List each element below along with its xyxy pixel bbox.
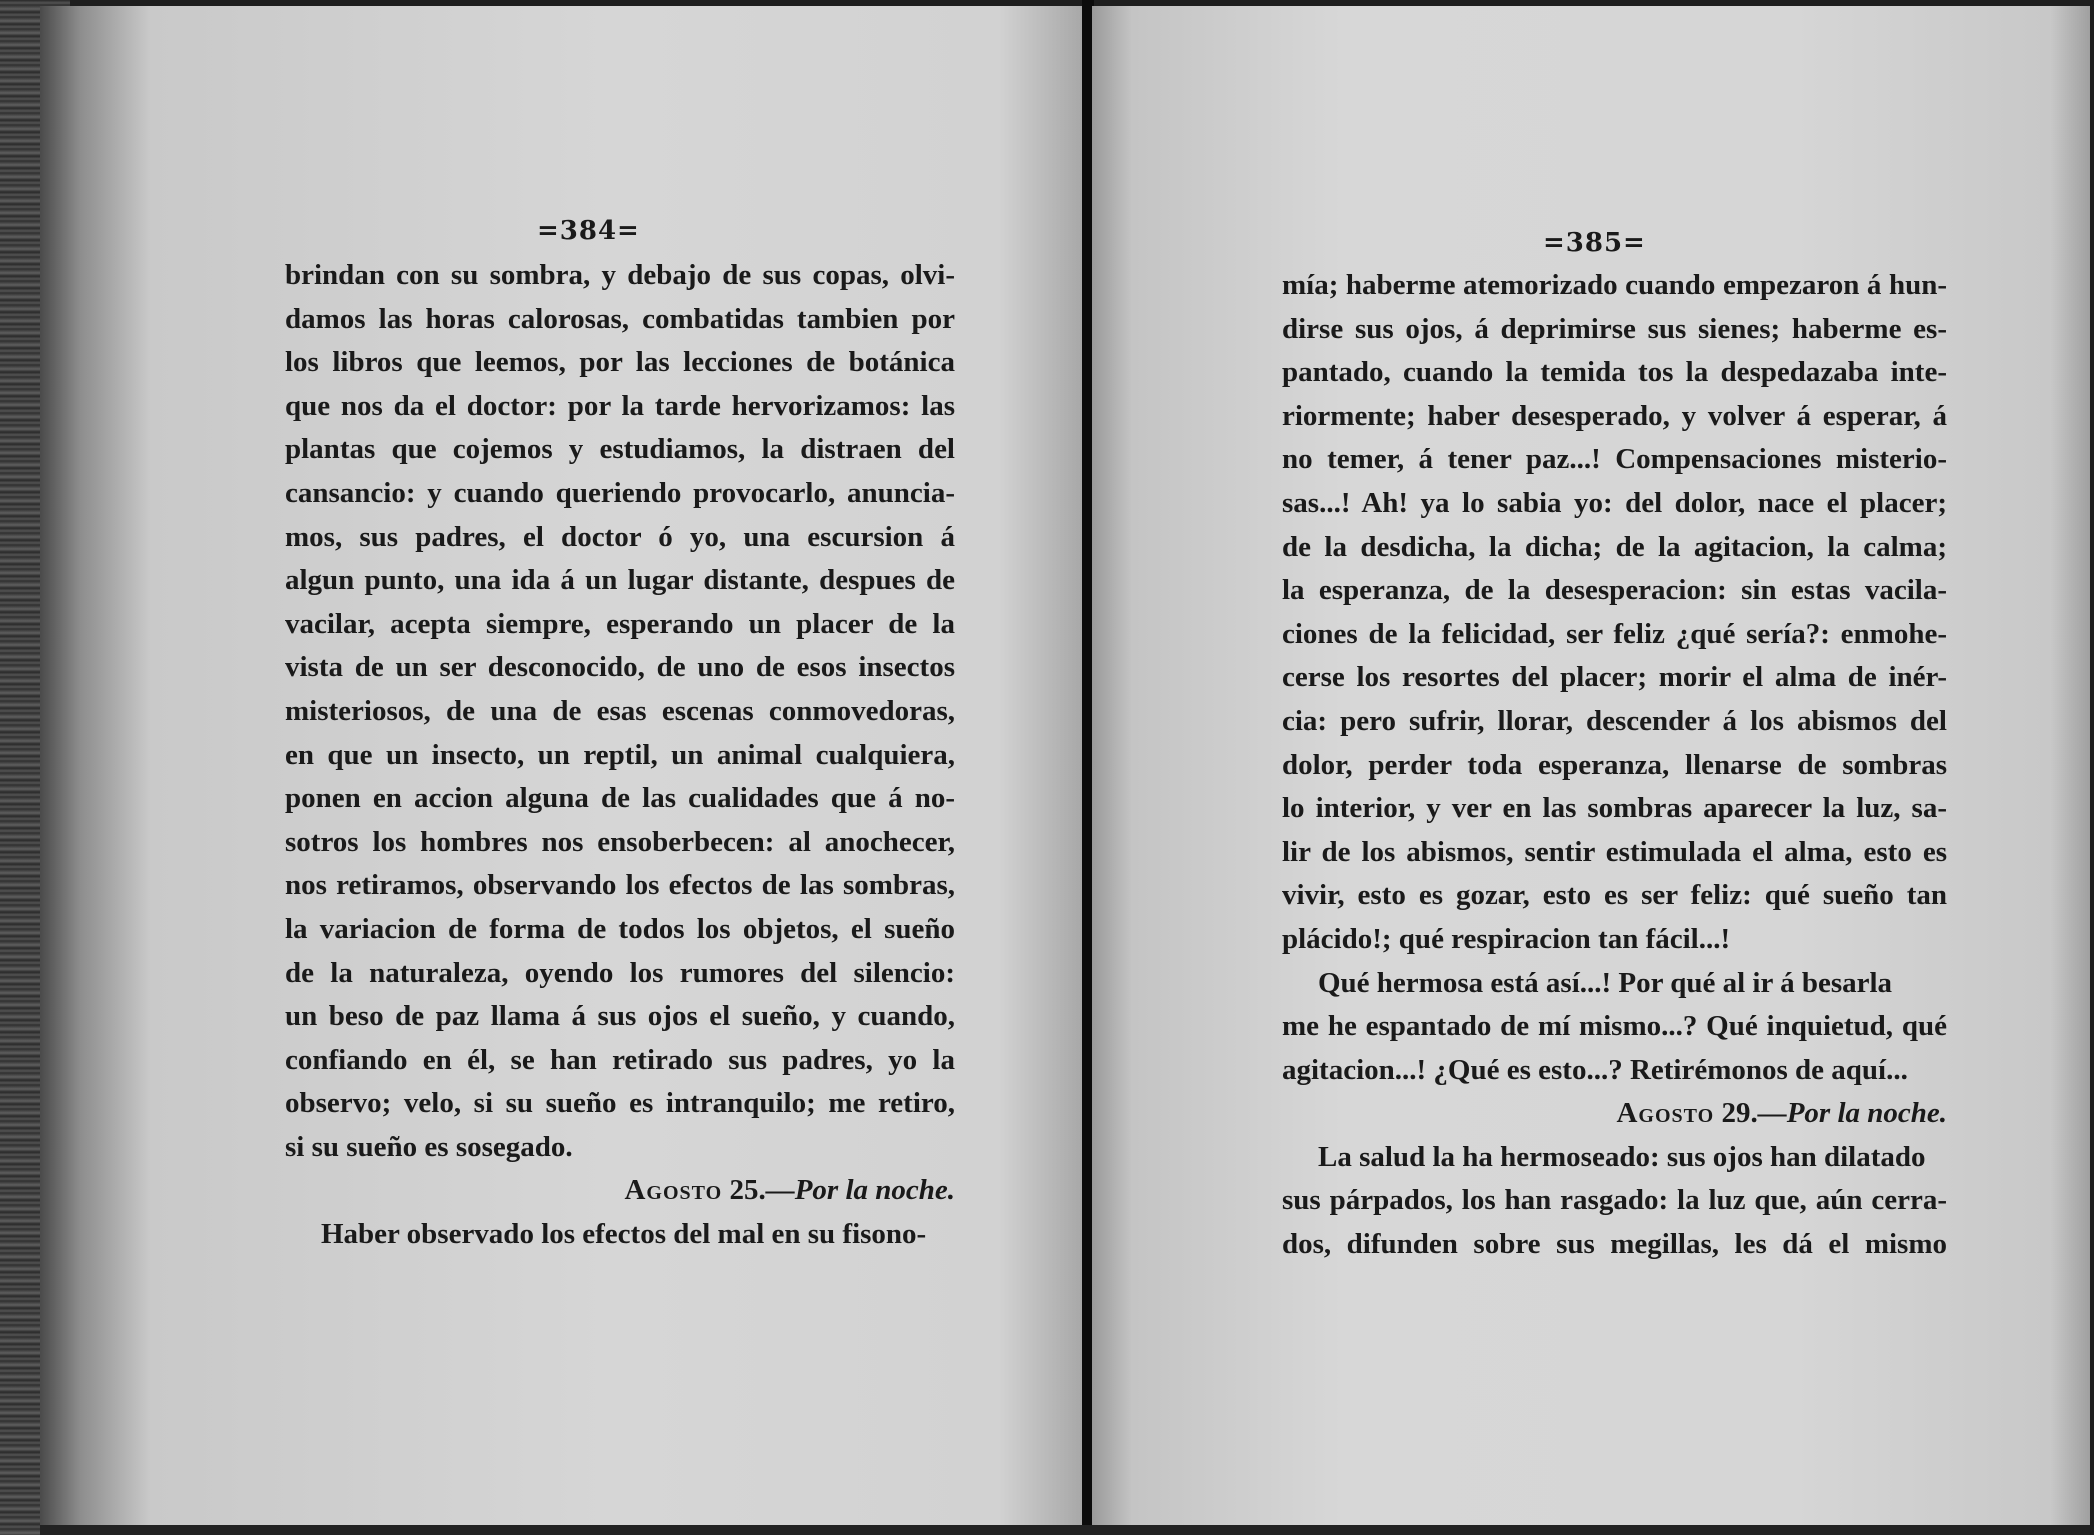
text-line: cansancio: y cuando queriendo provocarlo, anuncia- xyxy=(285,476,955,509)
text-line: sus párpados, los han rasgado: la luz que, aún cerra- xyxy=(1282,1184,1947,1217)
text-line: brindan con su sombra, y debajo de sus copas, olvi- xyxy=(285,259,955,291)
text-line: me he espantado de mí mismo...? Qué inquietud, qué xyxy=(1282,1010,1947,1043)
text-line: La salud la ha hermoseado: sus ojos han dilatado xyxy=(1318,1140,1926,1173)
entry-heading xyxy=(285,1169,955,1213)
text-line: dolor, perder toda esperanza, llenarse de sombras xyxy=(1282,748,1947,781)
text-line: un beso de paz llama á sus ojos el sueño, y cuando, xyxy=(285,1000,955,1033)
text-line: dirse sus ojos, á deprimirse sus sienes; haberme es- xyxy=(1282,312,1947,345)
heading-day: 29. xyxy=(1721,1097,1758,1130)
text-line: lo interior, y ver en las sombras aparecer la luz, sa- xyxy=(1282,792,1947,825)
text-line: confiando en él, se han retirado sus padres, yo la xyxy=(285,1043,955,1076)
text-line: vacilar, acepta siempre, esperando un placer de la xyxy=(285,607,955,640)
heading-month: Agosto xyxy=(1616,1097,1715,1130)
heading-rest: —Por la noche. xyxy=(765,1174,955,1207)
text-line: en que un insecto, un reptil, un animal cualquiera, xyxy=(285,738,955,771)
text-line: sas...! Ah! ya lo sabia yo: del dolor, nace el placer; xyxy=(1282,486,1947,519)
heading-month: Agosto xyxy=(624,1174,723,1207)
text-line: damos las horas calorosas, combatidas tambien por xyxy=(285,302,955,335)
text-line: Haber observado los efectos del mal en su fisono- xyxy=(321,1218,927,1251)
text-line: de la naturaleza, oyendo los rumores del silencio: xyxy=(285,956,955,989)
right-page-text xyxy=(1282,264,1947,1267)
text-line: pantado, cuando la temida tos la despedazaba inte- xyxy=(1282,356,1947,389)
entry-heading xyxy=(1282,1092,1947,1136)
text-line: observo; velo, si su sueño es intranquilo; me retiro, xyxy=(285,1087,955,1120)
text-line: agitacion...! ¿Qué es esto...? Retirémonos de aquí... xyxy=(1282,1053,1908,1086)
text-line: si su sueño es sosegado. xyxy=(285,1130,573,1163)
left-page-text xyxy=(285,254,955,1257)
text-line: plácido!; qué respiracion tan fácil...! xyxy=(1282,922,1731,955)
text-line: mos, sus padres, el doctor ó yo, una escursion á xyxy=(285,520,955,553)
text-line: no temer, á tener paz...! Compensaciones misterio- xyxy=(1282,443,1947,476)
text-line: plantas que cojemos y estudiamos, la distraen del xyxy=(285,433,955,466)
text-line: que nos da el doctor: por la tarde hervorizamos: las xyxy=(285,389,955,422)
text-line: vista de un ser desconocido, de uno de esos insectos xyxy=(285,651,955,684)
heading-day: 25. xyxy=(729,1174,766,1207)
text-line: cia: pero sufrir, llorar, descender á los abismos del xyxy=(1282,704,1947,737)
text-line: sotros los hombres nos ensoberbecen: al anochecer, xyxy=(285,825,955,858)
text-line: algun punto, una ida á un lugar distante, despues de xyxy=(285,564,955,597)
page-number-right: =385= xyxy=(1543,228,1646,258)
text-line: ponen en accion alguna de las cualidades que á no- xyxy=(285,782,955,815)
heading-rest: —Por la noche. xyxy=(1757,1097,1947,1130)
text-line: Qué hermosa está así...! Por qué al ir á besarla xyxy=(1318,966,1893,999)
text-line: nos retiramos, observando los efectos de las sombras, xyxy=(285,869,955,902)
book-bottom-edge xyxy=(40,1525,2090,1535)
text-line: dos, difunden sobre sus megillas, les dá el mismo xyxy=(1282,1228,1947,1261)
left-page xyxy=(40,6,1082,1529)
text-line: de la desdicha, la dicha; de la agitacion, la calma; xyxy=(1282,530,1947,563)
text-line: la esperanza, de la desesperacion: sin estas vacila- xyxy=(1282,574,1947,607)
right-page xyxy=(1092,6,2090,1529)
text-line: riormente; haber desesperado, y volver á esperar, á xyxy=(1282,399,1947,432)
page-number-left: =384= xyxy=(537,216,640,246)
text-line: mía; haberme atemorizado cuando empezaron á hun- xyxy=(1282,269,1947,301)
text-line: ciones de la felicidad, ser feliz ¿qué sería?: enmohe- xyxy=(1282,617,1947,650)
text-line: los libros que leemos, por las lecciones de botánica xyxy=(285,346,955,379)
text-line: lir de los abismos, sentir estimulada el alma, esto es xyxy=(1282,835,1947,868)
text-line: la variacion de forma de todos los objetos, el sueño xyxy=(285,912,955,945)
text-line: vivir, esto es gozar, esto es ser feliz: qué sueño tan xyxy=(1282,879,1947,912)
text-line: cerse los resortes del placer; morir el alma de inér- xyxy=(1282,661,1947,694)
text-line: misteriosos, de una de esas escenas conmovedoras, xyxy=(285,694,955,727)
